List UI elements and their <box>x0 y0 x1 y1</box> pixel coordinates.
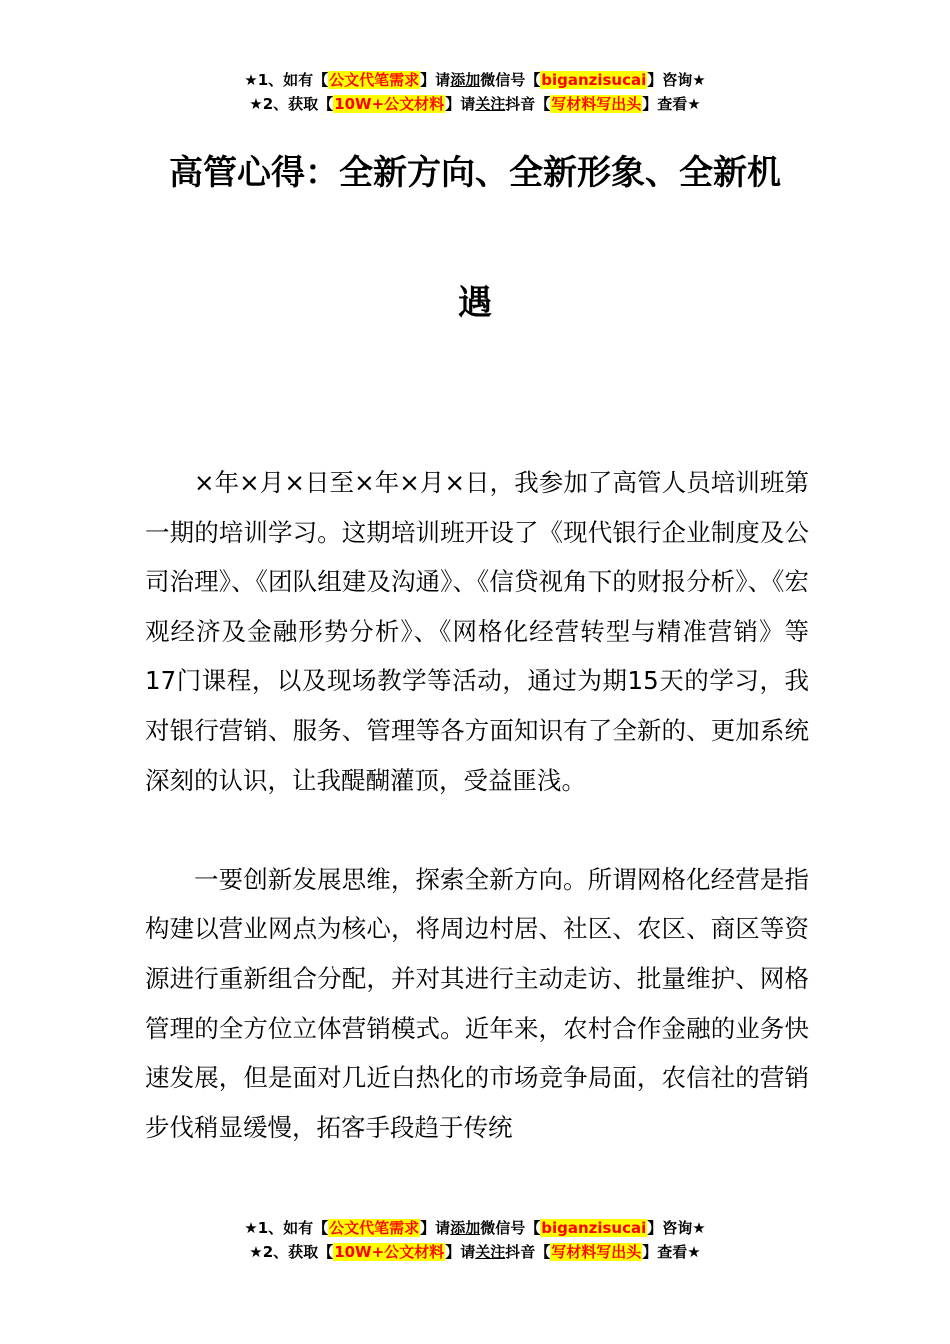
banner-text: ★2、获取【 <box>249 1243 334 1261</box>
banner-text: 】咨询★ <box>647 71 706 89</box>
banner-text: 】请 <box>445 1243 476 1261</box>
banner-text: 】查看★ <box>642 95 701 113</box>
banner-text: 】请 <box>420 71 451 89</box>
banner-text: 微信号【 <box>480 1219 541 1237</box>
banner-line-2 <box>0 1240 950 1264</box>
banner-highlight: biganzisucai <box>541 71 647 89</box>
banner-highlight: biganzisucai <box>541 1219 647 1237</box>
paragraph-1: ×年×月×日至×年×月×日，我参加了高管人员培训班第一期的培训学习。这期培训班开设了《现代银行企业制度及公司治理》、《团队组建及沟通》、《信贷视角下的财报分析》、《宏观经济及金融形势分析》、《网格化经营转型与精准营销》等17门课程，以及现场教学等活动，通过为期15天的学习，我对银行营销、服务、管理等各方面知识有了全新的、更加系统深刻的认识，让我醍醐灌顶，受益匪浅。 <box>145 468 809 795</box>
banner-highlight: 10W+公文材料 <box>334 95 445 113</box>
banner-line-1 <box>0 68 950 92</box>
banner-text: 】请 <box>445 95 476 113</box>
banner-highlight: 公文代笔需求 <box>329 1219 420 1237</box>
banner-text: 抖音【 <box>505 95 551 113</box>
banner-text: ★1、如有【 <box>244 1219 329 1237</box>
title-line-1: 高管心得：全新方向、全新形象、全新机 <box>169 153 781 193</box>
banner-underline: 关注 <box>475 95 506 113</box>
paragraph-2: 一要创新发展思维，探索全新方向。所谓网格化经营是指构建以营业网点为核心，将周边村居、社区、农区、商区等资源进行重新组合分配，并对其进行主动走访、批量维护、网格管理的全方位立体营销模式。近年来，农村合作金融的业务快速发展，但是面对几近白热化的市场竞争局面，农信社的营销步伐稍显缓慢，拓客手段趋于传统 <box>145 864 809 1142</box>
banner-text: ★2、获取【 <box>249 95 334 113</box>
footer-banner <box>0 1216 950 1264</box>
banner-highlight: 写材料写出头 <box>551 95 642 113</box>
banner-line-1 <box>0 1216 950 1240</box>
banner-text: 】咨询★ <box>647 1219 706 1237</box>
banner-text: 】请 <box>420 1219 451 1237</box>
banner-highlight: 10W+公文材料 <box>334 1243 445 1261</box>
title-line-2: 遇 <box>458 283 492 323</box>
banner-underline: 添加 <box>450 1219 481 1237</box>
banner-underline: 关注 <box>475 1243 506 1261</box>
banner-underline: 添加 <box>450 71 481 89</box>
banner-text: 】查看★ <box>642 1243 701 1261</box>
banner-highlight: 写材料写出头 <box>551 1243 642 1261</box>
banner-text: ★1、如有【 <box>244 71 329 89</box>
banner-text: 微信号【 <box>480 71 541 89</box>
document-title <box>150 108 800 368</box>
banner-text: 抖音【 <box>505 1243 551 1261</box>
banner-highlight: 公文代笔需求 <box>329 71 420 89</box>
document-body <box>145 458 809 1152</box>
